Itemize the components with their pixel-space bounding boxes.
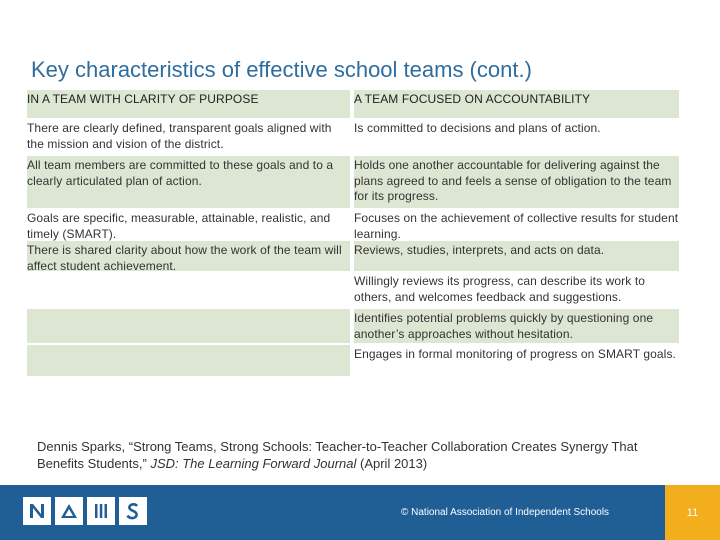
table-row: [27, 119, 679, 154]
table-row: [27, 309, 679, 343]
table-cell: [27, 272, 350, 307]
page-number: 11: [665, 485, 720, 540]
table-row: [27, 209, 679, 241]
table-cell: Identifies potential problems quickly by questioning one another’s approaches without hesitation.: [354, 309, 679, 343]
table-cell: Is committed to decisions and plans of action.: [354, 121, 601, 135]
citation-text: Dennis Sparks, “Strong Teams, Strong Schools: Teacher-to-Teacher Collaboration Creates Synergy That Benefits Students,”: [37, 439, 638, 471]
copyright: © National Association of Independent Schools: [401, 507, 610, 518]
table-cell: Focuses on the achievement of collective results for student learning.: [354, 211, 679, 241]
header-clarity: IN A TEAM WITH CLARITY OF PURPOSE: [27, 90, 350, 118]
citation: [37, 438, 687, 472]
logo-a-icon: [55, 497, 83, 525]
table-cell: There is shared clarity about how the work of the team will affect student achievement.: [27, 241, 350, 271]
table-cell: All team members are committed to these goals and to a clearly articulated plan of action.: [27, 156, 350, 208]
page-title: Key characteristics of effective school teams (cont.): [31, 57, 532, 82]
table-header-row: [27, 90, 679, 118]
table-cell: Willingly reviews its progress, can describe its work to others, and welcomes feedback and suggestions.: [354, 274, 646, 304]
table-row: [27, 156, 679, 208]
logo-s-icon: [119, 497, 147, 525]
table-row: [27, 345, 679, 376]
table-cell: [27, 309, 350, 343]
table-cell: Reviews, studies, interprets, and acts on data.: [354, 241, 679, 271]
citation-date: (April 2013): [356, 456, 428, 471]
nais-logo: [23, 497, 147, 525]
logo-n-icon: [23, 497, 51, 525]
table-row: [27, 272, 679, 307]
table-cell: Holds one another accountable for delivering against the plans agreed to and feels a sense of obligation to the team for its progress.: [354, 156, 679, 208]
table-cell: Engages in formal monitoring of progress on SMART goals.: [354, 347, 676, 361]
citation-journal: JSD: The Learning Forward Journal: [150, 456, 357, 471]
header-accountability: A TEAM FOCUSED ON ACCOUNTABILITY: [354, 90, 679, 118]
logo-i-icon: [87, 497, 115, 525]
table-row: [27, 241, 679, 271]
table-cell: [27, 345, 350, 376]
table-cell: There are clearly defined, transparent goals aligned with the mission and vision of the district.: [27, 121, 332, 151]
table-cell: Goals are specific, measurable, attainable, realistic, and timely (SMART).: [27, 211, 331, 241]
